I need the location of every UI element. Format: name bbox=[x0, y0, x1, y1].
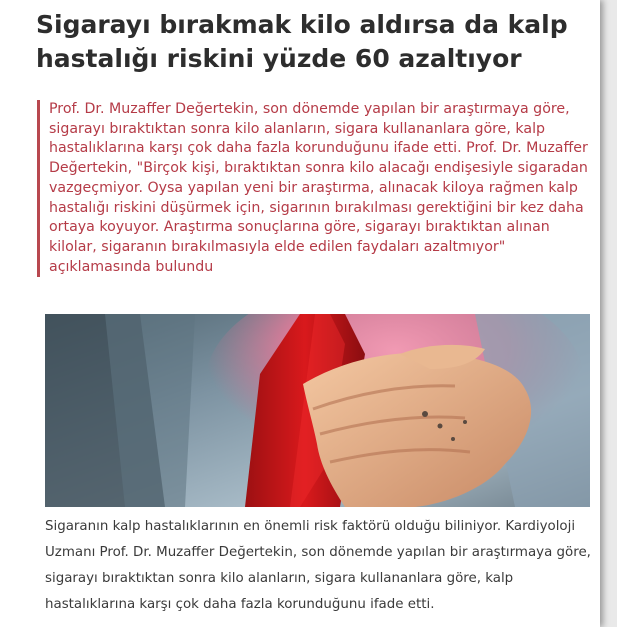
photo-caption bbox=[45, 514, 595, 618]
article-photo bbox=[45, 314, 590, 507]
summary-text: Prof. Dr. Muzaffer Değertekin, son dönemde yapılan bir araştırmaya göre, sigarayı bıraktıktan sonra kilo alanların, sigara kullananlara göre, kalp hastalıklarına karşı çok daha fazla korunduğunu ifade etti. Prof. Dr. Muzaffer Değertekin, "Birçok kişi, bıraktıktan sonra kilo alacağı endişesiyle sigaradan vazgeçmiyor. Oysa yapılan yeni bir araştırma, alınacak kiloya rağmen kalp hastalığı riskini düşürmek için, sigarının bırakılması gerektiğini bir kez daha ortaya koyuyor. Araştırma sonuçlarına göre, sigarayı bıraktıktan alınan kilolar, sigaranın bırakılmasıyla elde edilen faydaları azaltmıyor" açıklamasında bulundu bbox=[49, 101, 588, 275]
article-summary bbox=[37, 100, 589, 277]
article-title: Sigarayı bırakmak kilo aldırsa da kalp hastalığı riskini yüzde 60 azaltıyor bbox=[36, 10, 568, 73]
caption-text: Sigaranın kalp hastalıklarının en önemli risk faktörü olduğu biliniyor. Kardiyoloji Uzmanı Prof. Dr. Muzaffer Değertekin, son dönemde yapılan bir araştırmaya göre, sigarayı bıraktıktan sonra kilo alanların, sigara kullananlara göre, kalp hastalıklarına karşı çok daha fazla korunduğunu ifade etti. bbox=[45, 519, 591, 612]
chest-pain-illustration bbox=[45, 314, 590, 507]
